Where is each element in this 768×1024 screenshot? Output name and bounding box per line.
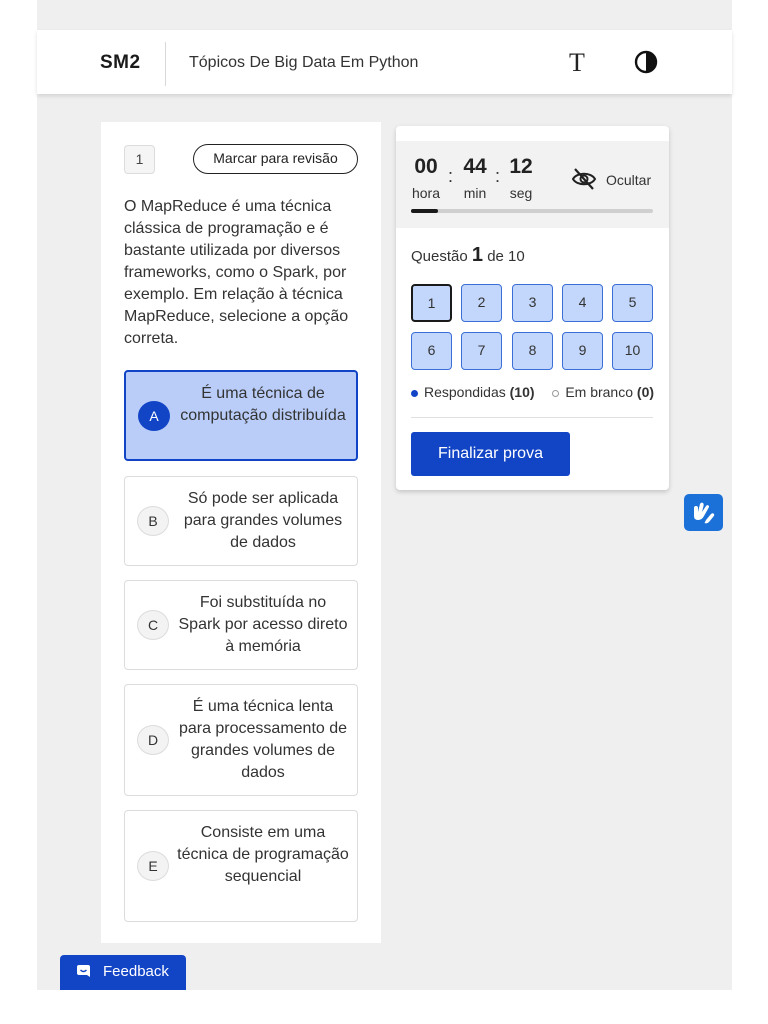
timer-minutes-value: 44 (463, 155, 487, 178)
nav-question-5[interactable]: 5 (612, 284, 653, 322)
option-e[interactable] (124, 810, 358, 922)
nav-question-3[interactable]: 3 (512, 284, 553, 322)
answered-label: Respondidas (424, 384, 506, 400)
sign-language-hands-icon (684, 494, 723, 531)
top-header (37, 30, 732, 94)
hide-timer-button[interactable] (571, 167, 652, 193)
font-size-icon[interactable]: T (569, 48, 585, 77)
question-counter (411, 244, 525, 267)
nav-question-7[interactable]: 7 (461, 332, 502, 370)
counter-middle: de (487, 248, 504, 265)
feedback-label: Feedback (103, 963, 169, 980)
mark-for-review-button[interactable]: Marcar para revisão (193, 144, 358, 174)
contrast-icon[interactable] (634, 50, 658, 74)
option-letter: D (137, 725, 169, 755)
blank-label: Em branco (565, 384, 634, 400)
timer (396, 141, 669, 228)
timer-seconds-value: 12 (509, 155, 533, 178)
option-a[interactable] (124, 370, 358, 461)
timer-hours (411, 155, 441, 201)
option-c[interactable] (124, 580, 358, 670)
timer-separator: : (495, 166, 501, 186)
blank-dot-icon (552, 390, 559, 397)
option-letter: A (138, 401, 170, 431)
timer-seconds-label: seg (509, 185, 533, 201)
option-b[interactable] (124, 476, 358, 566)
counter-current: 1 (471, 244, 484, 266)
feedback-button[interactable] (60, 955, 186, 990)
counter-prefix: Questão (411, 248, 468, 265)
option-text: É uma técnica de computação distribuída (180, 385, 346, 424)
question-number: 1 (124, 145, 155, 174)
timer-separator: : (448, 166, 454, 186)
nav-question-2[interactable]: 2 (461, 284, 502, 322)
timer-hours-label: hora (411, 185, 441, 201)
timer-minutes (460, 155, 490, 201)
sign-language-button[interactable] (684, 494, 723, 531)
option-d[interactable] (124, 684, 358, 796)
logo: SM2 (100, 52, 141, 73)
option-text: Só pode ser aplicada para grandes volumes de dados (183, 490, 343, 551)
nav-question-1[interactable]: 1 (411, 284, 452, 322)
counter-total: 10 (508, 248, 525, 265)
course-title: Tópicos De Big Data Em Python (189, 54, 419, 71)
nav-question-9[interactable]: 9 (562, 332, 603, 370)
option-letter: C (137, 610, 169, 640)
question-card (101, 122, 381, 943)
time-progress-fill (411, 209, 438, 213)
header-divider (165, 42, 166, 86)
option-text: Consiste em uma técnica de programação sequencial (177, 824, 349, 885)
eye-off-icon (571, 167, 597, 191)
exam-status-panel (396, 126, 669, 490)
blank-count: (0) (636, 384, 655, 400)
time-progress-bar (411, 209, 653, 213)
question-text: O MapReduce é uma técnica clássica de programação e é bastante utilizada por diversos frameworks, como o Spark, por exemplo. Em relação à técnica MapReduce, selecione a opção correta. (124, 198, 349, 347)
hide-timer-label: Ocultar (606, 172, 652, 188)
option-letter: E (137, 851, 169, 881)
answered-count: (10) (509, 384, 535, 400)
finish-exam-button[interactable]: Finalizar prova (411, 432, 570, 476)
option-text: É uma técnica lenta para processamento de grandes volumes de dados (178, 698, 348, 781)
feedback-smile-icon (76, 965, 91, 979)
option-text: Foi substituída no Spark por acesso direto à memória (178, 594, 348, 655)
timer-seconds (506, 155, 536, 201)
timer-minutes-label: min (463, 185, 487, 201)
legend-divider (411, 417, 653, 418)
timer-hours-value: 00 (414, 155, 438, 178)
answered-dot-icon (411, 390, 418, 397)
nav-question-10[interactable]: 10 (612, 332, 653, 370)
answer-legend (411, 384, 654, 400)
nav-question-4[interactable]: 4 (562, 284, 603, 322)
nav-question-6[interactable]: 6 (411, 332, 452, 370)
nav-question-8[interactable]: 8 (512, 332, 553, 370)
option-letter: B (137, 506, 169, 536)
